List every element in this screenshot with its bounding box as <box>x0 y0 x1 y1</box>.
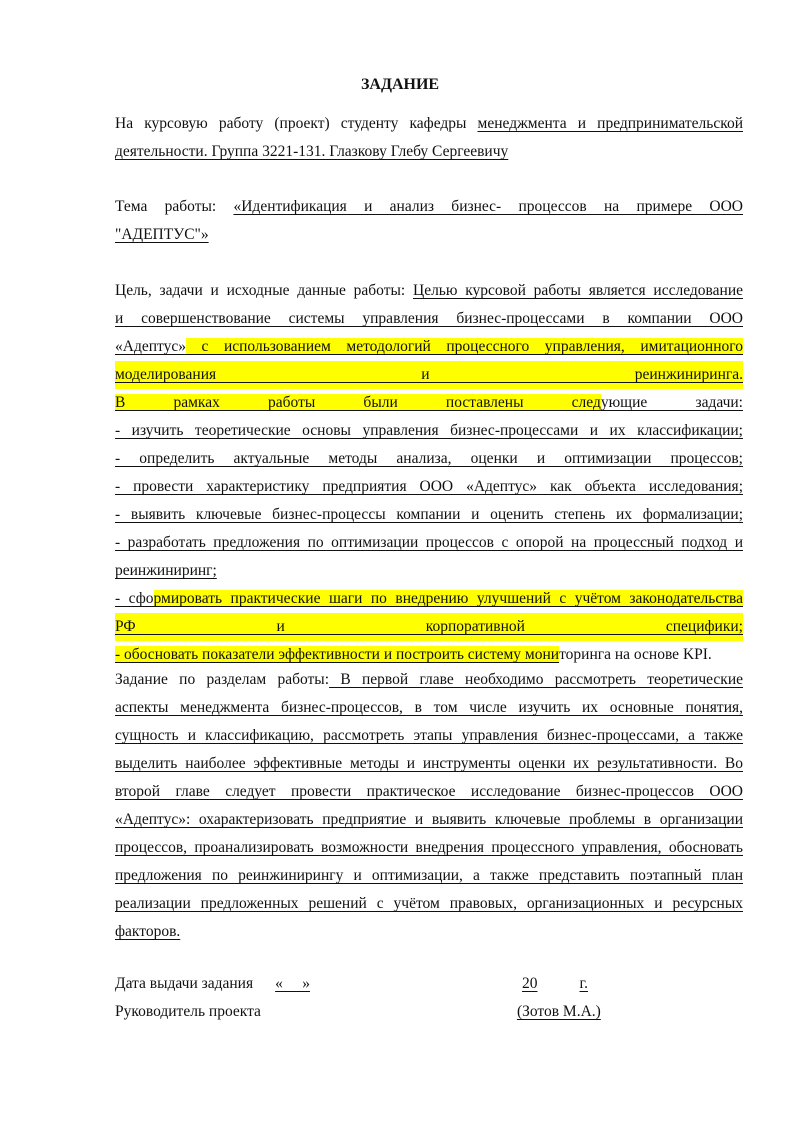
signature-blank <box>273 1003 509 1020</box>
task-item: - изучить теоретические основы управления бизнес-процессами и их классификации; <box>115 422 743 439</box>
task-item: - сформировать практические шаги по внедрению улучшений с учётом законодательства <box>115 590 743 607</box>
sections-line: сущность и классификацию, рассмотреть этапы управления бизнес-процессами, а также <box>115 727 743 744</box>
task-item-continuation: РФ и корпоративной специфики; <box>115 613 743 641</box>
topic-line-1: Тема работы: «Идентификация и анализ бизнес- процессов на примере ООО <box>115 198 743 215</box>
goals-line-1: Цель, задачи и исходные данные работы: Целью курсовой работы является исследование <box>115 282 743 299</box>
department-name: менеджмента и предпринимательской <box>477 115 743 132</box>
issue-date-line <box>115 970 588 998</box>
issue-date-label: Дата выдачи задания <box>115 975 254 992</box>
task-item: - обосновать показатели эффективности и построить систему мониторинга на основе KPI. <box>115 646 712 663</box>
sections-line: аспекты менеджмента бизнес-процессов, в том числе изучить их основные понятия, <box>115 699 743 716</box>
issue-date-field: « » 20 г. <box>275 975 588 992</box>
topic-title: «Идентификация и анализ бизнес- процессов на примере ООО <box>233 198 743 215</box>
task-item: - определить актуальные методы анализа, оценки и оптимизации процессов; <box>115 450 743 467</box>
goals-line-2: и совершенствование системы управления бизнес-процессами в компании ООО <box>115 310 743 327</box>
sections-line: реализации предложенных решений с учётом правовых, организационных и ресурсных <box>115 895 743 912</box>
goals-line-3: «Адептус» с использованием методологий процессного управления, имитационного <box>115 338 743 355</box>
goals-line-4: моделирования и реинжиниринга. <box>115 361 743 389</box>
highlighted-text: с использованием методологий процессного управления, имитационного <box>185 338 743 355</box>
sections-line: «Адептус»: охарактеризовать предприятие и выявить ключевые проблемы в организации <box>115 811 743 828</box>
topic-line-2: "АДЕПТУС"» <box>115 226 209 243</box>
task-item: - разработать предложения по оптимизации процессов с опорой на процессный подход и <box>115 534 743 551</box>
task-item: - провести характеристику предприятия ООО «Адептус» как объекта исследования; <box>115 478 743 495</box>
supervisor-label: Руководитель проекта <box>115 1003 261 1020</box>
sections-line: выделить наиболее эффективные методы и инструменты оценки их результативности. Во <box>115 755 743 772</box>
goals-paragraph <box>115 277 743 669</box>
sections-paragraph <box>115 666 743 946</box>
sections-line: второй главе следует провести практическое исследование бизнес-процессов ООО <box>115 783 743 800</box>
document-title: ЗАДАНИЕ <box>360 76 440 93</box>
supervisor-line <box>115 998 601 1026</box>
supervisor-name: (Зотов М.А.) <box>516 1003 601 1020</box>
sections-line: факторов. <box>115 923 181 940</box>
intro-paragraph <box>115 110 743 166</box>
task-item-continuation: реинжиниринг; <box>115 562 217 579</box>
intro-line-1: На курсовую работу (проект) студенту кафедры менеджмента и предпринимательской <box>115 115 743 132</box>
intro-line-2: деятельности. Группа 3221-131. Глазкову Глебу Сергеевичу <box>115 143 509 160</box>
topic-paragraph <box>115 193 743 249</box>
goals-line-5: В рамках работы были поставлены следующие задачи: <box>115 394 743 411</box>
sections-line: предложения по реинжинирингу и оптимизации, а также представить поэтапный план <box>115 867 743 884</box>
sections-line-1: Задание по разделам работы: В первой главе необходимо рассмотреть теоретические <box>115 671 743 688</box>
task-item: - выявить ключевые бизнес-процессы компании и оценить степень их формализации; <box>115 506 743 523</box>
sections-line: процессов, проанализировать возможности внедрения процессного управления, обосновать <box>115 839 743 856</box>
